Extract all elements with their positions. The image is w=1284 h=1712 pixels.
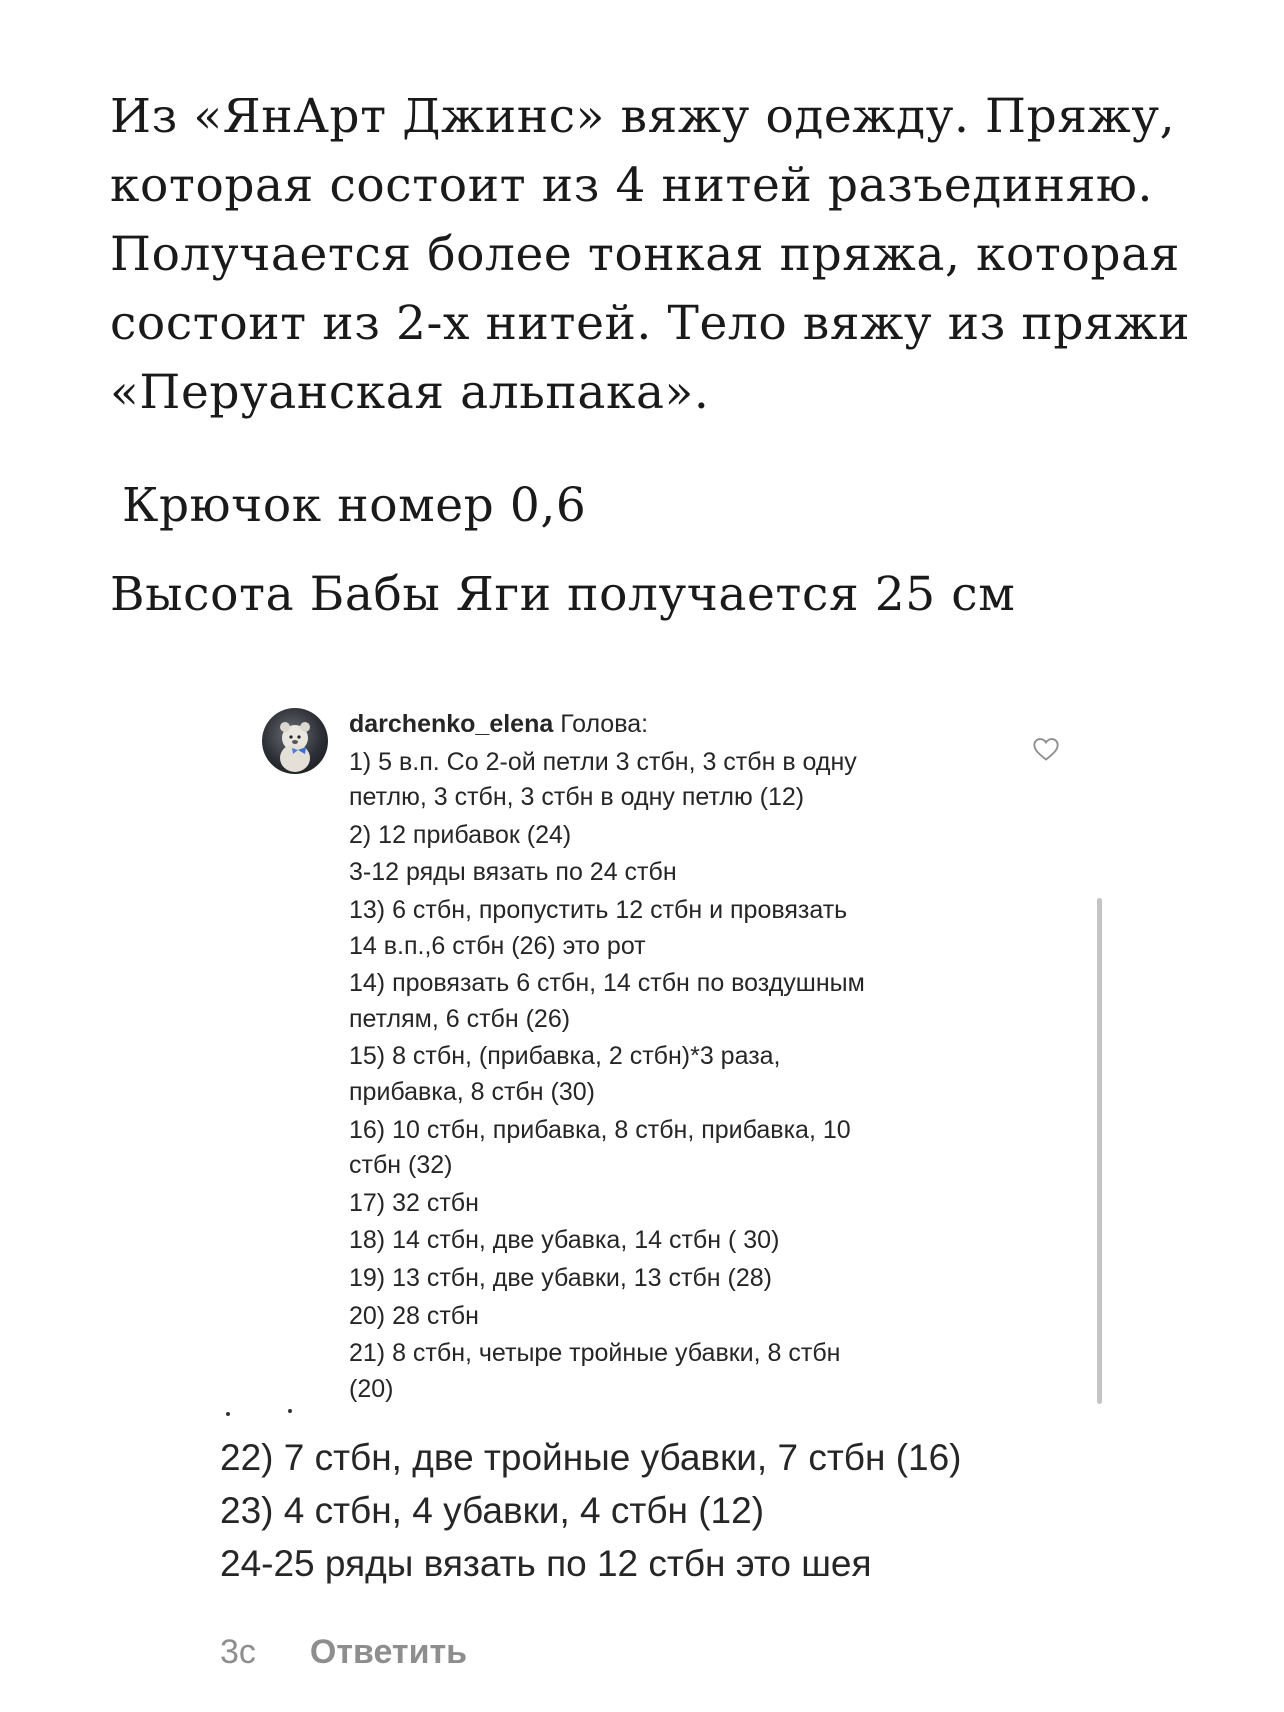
avatar[interactable] bbox=[262, 708, 328, 774]
teddy-bear-icon bbox=[262, 708, 328, 774]
comment-line: 19) 13 стбн, две убавки, 13 стбн (28) bbox=[349, 1263, 772, 1292]
comment-timestamp: 3с bbox=[220, 1633, 256, 1671]
intro-paragraph bbox=[110, 82, 1230, 427]
comment-line: 15) 8 стбн, (прибавка, 2 стбн)*3 раза, bbox=[349, 1042, 781, 1071]
doll-height-text: Высота Бабы Яги получается 25 см bbox=[110, 567, 1016, 622]
comment-line-large: 24-25 ряды вязать по 12 стбн это шея bbox=[220, 1543, 872, 1584]
comment-line: 14) провязать 6 стбн, 14 стбн по воздушным bbox=[349, 969, 865, 998]
comment-line: 2) 12 прибавок (24) bbox=[349, 820, 572, 849]
comment-line: (20) bbox=[349, 1374, 394, 1403]
comment-footer bbox=[220, 1632, 467, 1672]
comment-line: 21) 8 стбн, четыре тройные убавки, 8 стбн bbox=[349, 1339, 841, 1368]
comment-line: прибавка, 8 стбн (30) bbox=[349, 1077, 595, 1106]
comment-line: 20) 28 стбн bbox=[349, 1301, 479, 1330]
comment-line: 18) 14 стбн, две убавка, 14 стбн ( 30) bbox=[349, 1226, 780, 1255]
comment-heading: Голова: bbox=[560, 710, 649, 738]
reply-button[interactable]: Ответить bbox=[309, 1633, 468, 1671]
comment-line: петлям, 6 стбн (26) bbox=[349, 1004, 571, 1033]
heart-outline-icon[interactable] bbox=[1032, 736, 1060, 762]
comment-username[interactable]: darchenko_elena bbox=[349, 710, 554, 738]
scrollbar[interactable] bbox=[1097, 898, 1102, 1404]
comment-line: петлю, 3 стбн, 3 стбн в одну петлю (12) bbox=[349, 783, 805, 812]
comment-line-large: 23) 4 стбн, 4 убавки, 4 стбн (12) bbox=[220, 1490, 765, 1531]
comment-line: 3-12 ряды вязать по 24 стбн bbox=[349, 858, 677, 887]
comment-line-large: 22) 7 стбн, две тройные убавки, 7 стбн (16) bbox=[220, 1437, 962, 1478]
comment-continuation bbox=[220, 1431, 962, 1590]
intro-text: Из «ЯнАрт Джинс» вяжу одежду. Пряжу, которая состоит из 4 нитей разъединяю. Получается более тонкая пряжа, которая состоит из 2-х нитей. Тело вяжу из пряжи «Перуанская альпака». bbox=[110, 89, 1191, 420]
comment-line: 14 в.п.,6 стбн (26) это рот bbox=[349, 931, 646, 960]
comment-line: стбн (32) bbox=[349, 1151, 453, 1180]
comment-body bbox=[349, 707, 989, 1407]
hook-size-text: Крючок номер 0,6 bbox=[122, 478, 587, 533]
comment-line: 16) 10 стбн, прибавка, 8 стбн, прибавка, 10 bbox=[349, 1115, 851, 1144]
comment-line: 13) 6 стбн, пропустить 12 стбн и провязать bbox=[349, 895, 848, 924]
comment-line: 17) 32 стбн bbox=[349, 1188, 479, 1217]
comment-line: 1) 5 в.п. Со 2-ой петли 3 стбн, 3 стбн в одну bbox=[349, 747, 857, 776]
scroll-dots-decoration bbox=[224, 1408, 304, 1420]
